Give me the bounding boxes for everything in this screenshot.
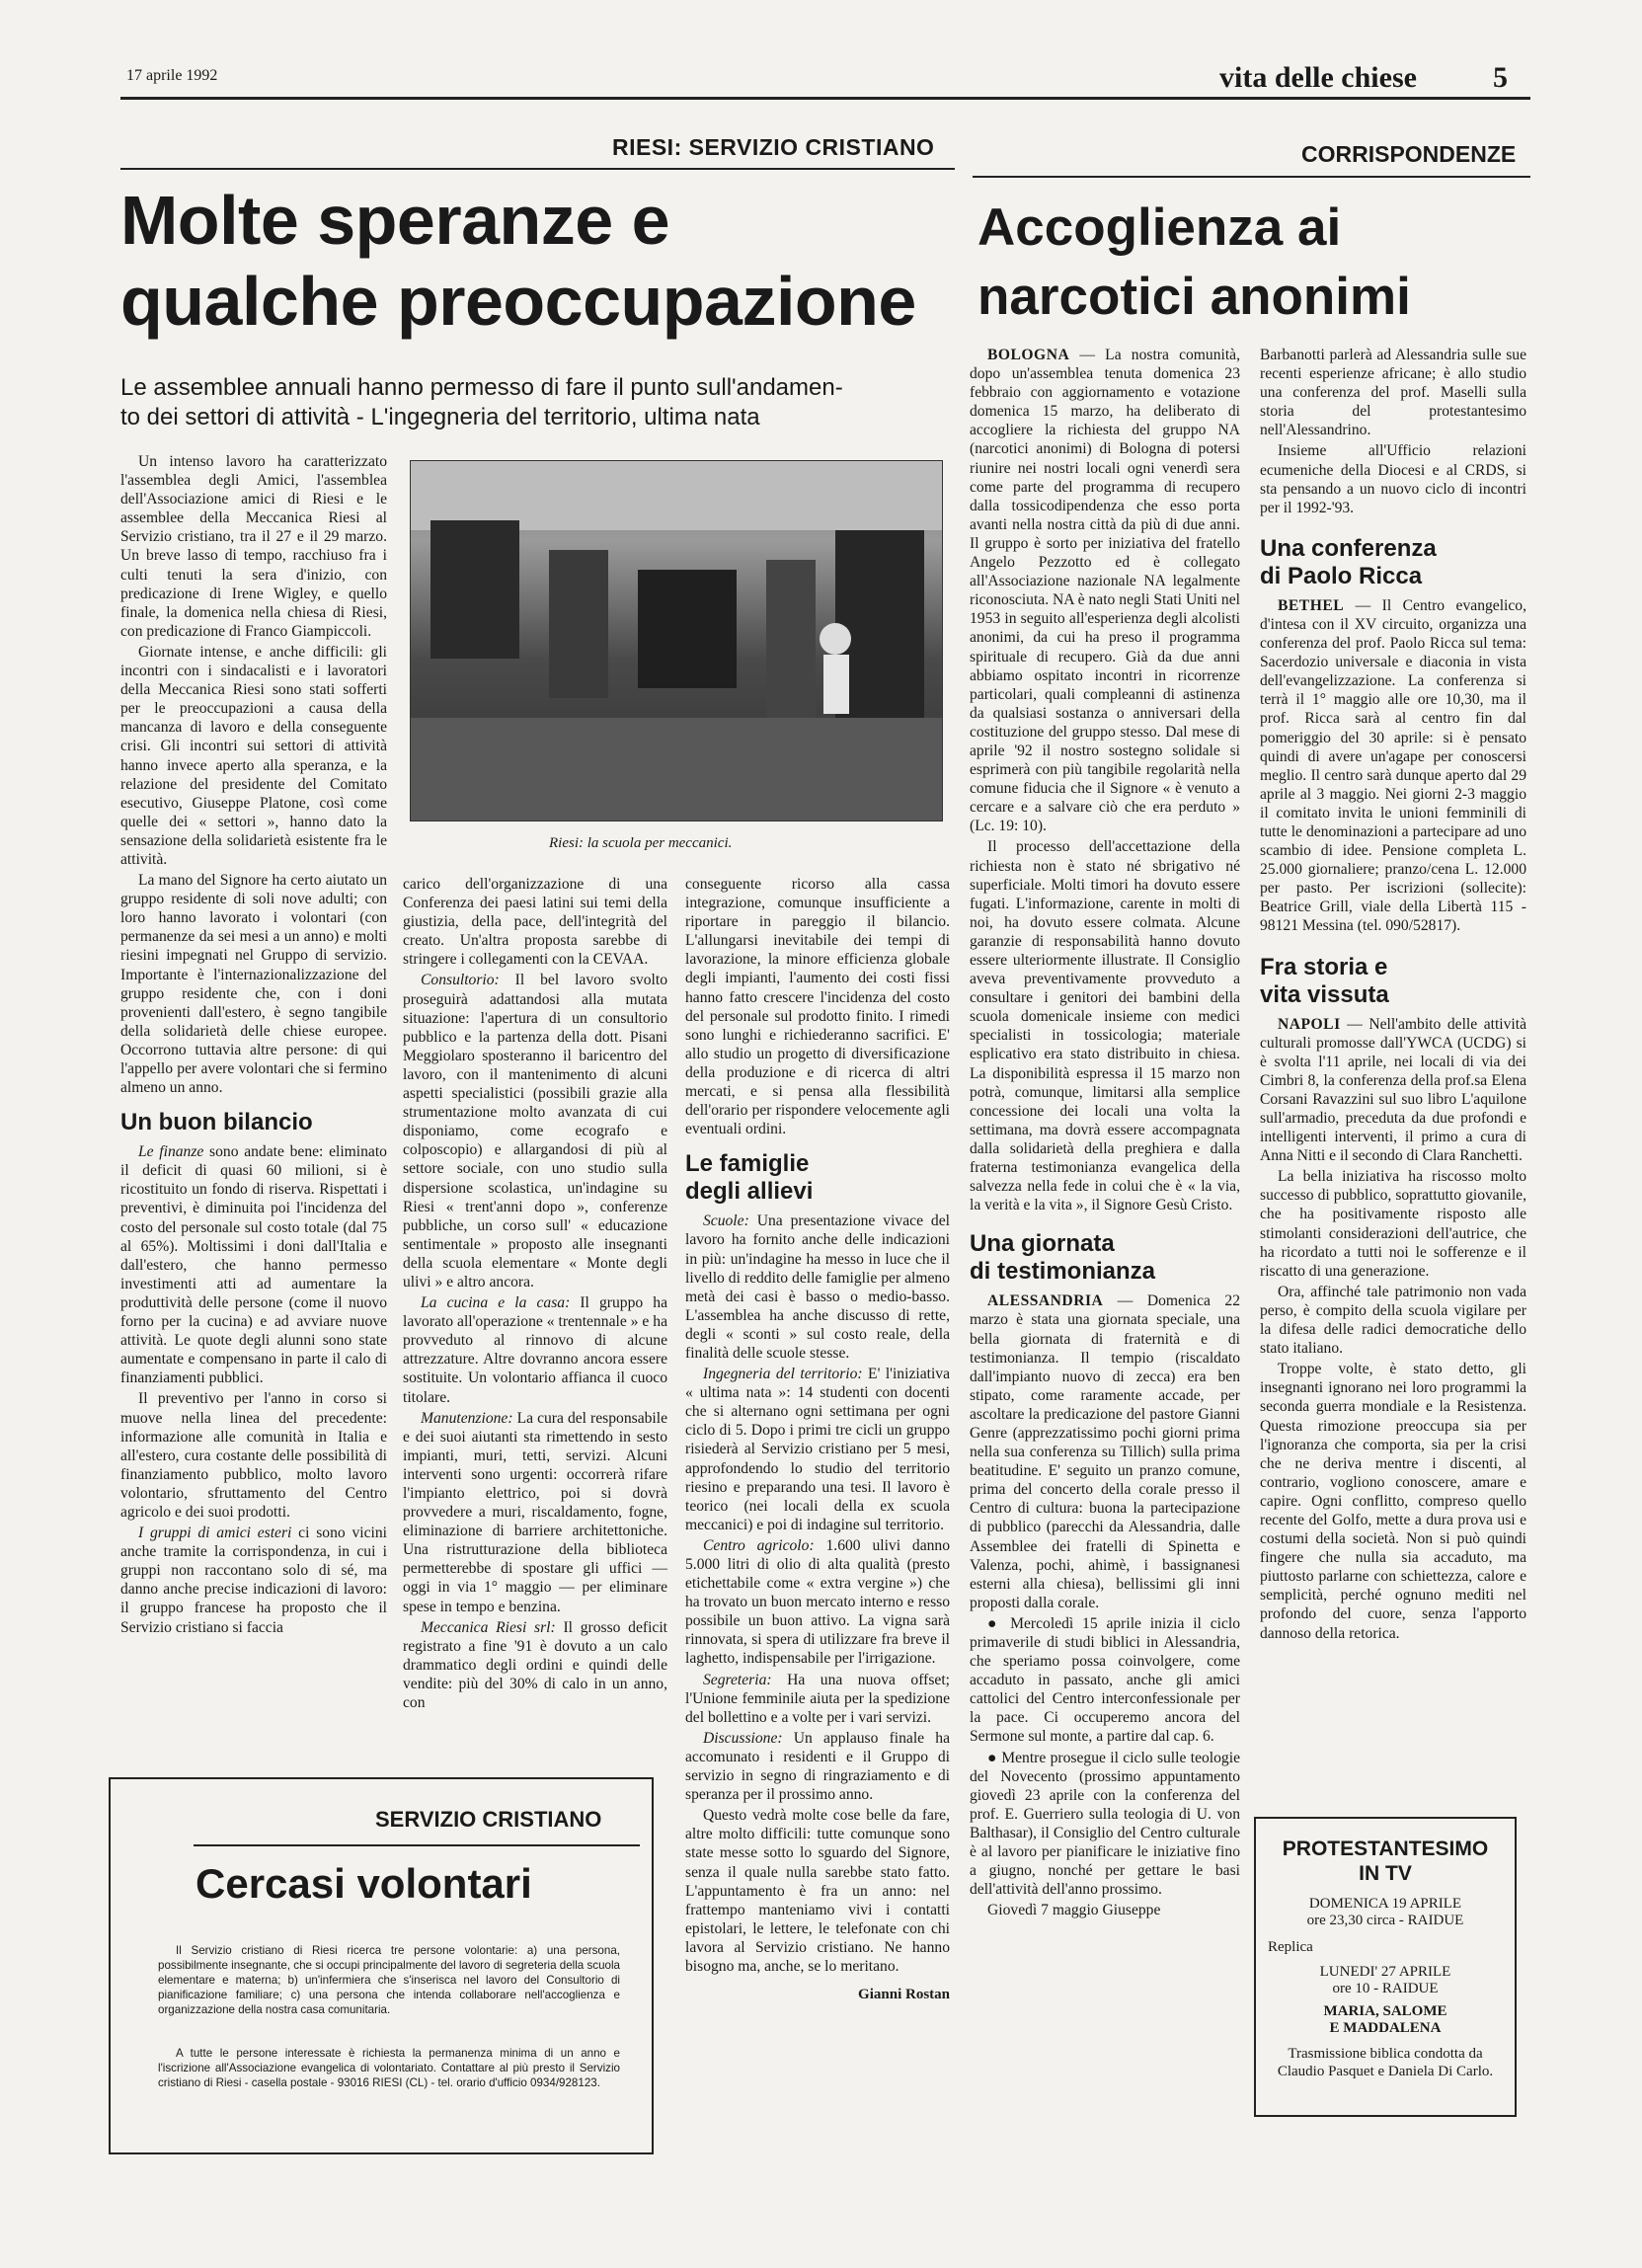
text-segreteria: Ha una nuova offset; l'Unione femminile aiuta per la spedizione del bollettino e a volte per i vari servizi. xyxy=(685,1671,950,1726)
masthead-rule xyxy=(120,97,1530,100)
lead-consultorio: Consultorio: xyxy=(421,972,500,989)
left-col3b-p4 xyxy=(685,1671,950,1727)
ad-title: Cercasi volontari xyxy=(195,1860,532,1907)
text-discussione: Un applauso finale ha accomunato i residenti e il Gruppo di servizio in segno di ringraziamento e di speranza per il prossimo anno. xyxy=(685,1729,950,1804)
right-headline-line1: Accoglienza ai xyxy=(977,198,1342,257)
right-headline-line2: narcotici anonimi xyxy=(977,268,1411,326)
right-colA-subheading xyxy=(970,1230,1240,1286)
left-col3-subheading-line2: degli allievi xyxy=(685,1178,814,1206)
tv-box-title-line2: IN TV xyxy=(1359,1862,1412,1885)
text-napoli: — Nell'ambito delle attività culturali promosse dall'YWCA (UCDG) si è svolta l'11 aprile, nei locali di via dei Cimbri 8, la conferenza della prof.sa Elena Corsani Ravazzini sul suo libro L'aquilone sull'armadio, preceduta da due profondi e intelligenti interventi, il primo a cura di Anna Nitti e il secondo di Clara Ranchetti. xyxy=(1260,1015,1526,1165)
left-col3b-p3 xyxy=(685,1536,950,1669)
tv-description: Trasmissione biblica condotta da Claudio Pasquet e Daniela Di Carlo. xyxy=(1277,2046,1494,2079)
right-colB-subheading-2-line1: Fra storia e xyxy=(1260,953,1388,980)
masthead-date: 17 aprile 1992 xyxy=(126,67,218,84)
text-bethel: — Il Centro evangelico, d'intesa con il XV circuito, organizza una conferenza del prof. Paolo Ricca sul tema: Sacerdozio universale e diaconia in vista dell'evangelizzazione. La conferenza si terrà il 1° maggio alle ore 10,30, ma il prof. Ricca sarà al centro fin dal pomeriggio del 30 aprile: si è pensato quindi di avere un'agape per conoscersi meglio. Il centro sarà dunque aperto dal 29 aprile al 3 maggio. Nei giorni 2-3 maggio il comitato invita le unioni femminili di tutte le denominazioni a partecipare ad uno scambio di idee. Pensione completa L. 25.000 giornaliere; pranzo/cena L. 12.000 per pasto. Per iscrizioni (sollecite): Beatrice Grill, viale della Libertà 115 - 98121 Messina (tel. 090/52817). xyxy=(1260,596,1526,935)
right-colB-subheading-1-line1: Una conferenza xyxy=(1260,534,1437,562)
volunteer-ad-box xyxy=(109,1777,654,2154)
left-col2-p4 xyxy=(403,1409,667,1616)
left-col1-p1: Un intenso lavoro ha caratterizzato l'assemblea degli Amici, l'assemblea dell'Associazione amici di Riesi e le assemblee della Meccanica Riesi al Servizio cristiano, tra il 27 e il 29 marzo. Un breve lasso di tempo, racchiuso fra i culti tenuti la sera d'inizio, con predicazione di Irene Wigley, e quello finale, la domenica nella chiesa di Riesi, con predicazione di Franco Giampiccoli. xyxy=(120,453,387,640)
tv-time-2: ore 10 - RAIDUE xyxy=(1332,1981,1439,1996)
left-col3-subheading xyxy=(685,1150,950,1206)
left-col3 xyxy=(685,875,950,2004)
ad-text-1: Il Servizio cristiano di Riesi ricerca tre persone volontarie: a) una persona, possibilmente insegnante, che si occupi principalmente del lavoro di segreteria della scuola elementare e materna; b) un'infermiera che s'inserisca nel lavoro del Consultorio di pianificazione familiare; c) una persona che intenda collaborare nell'accoglienza e organizzazione della nostra casa comunitaria. xyxy=(158,1944,620,2016)
left-col1b-p1 xyxy=(120,1142,387,1387)
right-colA-p2: Il processo dell'accettazione della richiesta non è stato né sbrigativo né superficiale. Molti timori ha dovuto essere fugati. L'informazione, carente in molti di noi, ha dovuto essere colmata. Alcune garanzie di responsabilità hanno dovuto essere ulteriormente illustrate. Il Consiglio aveva preventivamente provveduto a consultare i genitori dei bambini della scuola domenicale insieme con medici specialisti in tossicologia; materiale esplicativo era stato distribuito in chiesa. La disponibilità espressa il 15 marzo non potrà, comunque, limitarsi alla semplice concessione dei locali una volta la settimana, ma dovrà essere accompagnata dalla solidarietà della preghiera e dalla fraterna testimonianza evangelica della salvezza nella fede in colui che è « la via, la verità e la vita », il Signore Gesù Cristo. xyxy=(970,838,1240,1214)
tv-time-1: ore 23,30 circa - RAIDUE xyxy=(1306,1913,1464,1928)
left-col1b-p2: Il preventivo per l'anno in corso si muove nella linea del precedente: informazione alle comunità in Italia e all'estero, cura costante delle possibilità di finanziamento pubblico, molto lavoro volontario, sfruttamento del Centro agricolo e dei suoi prodotti. xyxy=(120,1390,387,1521)
left-subhead-line1: Le assemblee annuali hanno permesso di fare il punto sull'andamen- xyxy=(120,374,843,401)
text-cucina: Il gruppo ha lavorato all'operazione « trentennale » e ha provveduto al rinnovo di alcune attrezzature. Altre dovranno ancora essere sostituite. Un volontario affianca il cuoco titolare. xyxy=(403,1294,667,1406)
byline: Gianni Rostan xyxy=(858,1987,950,2003)
text-finanze: sono andate bene: eliminato il deficit di quasi 60 milioni, si è ricostituito un fondo di riserva. Rispettati i preventivi, è diminuita poi l'incidenza del costo del personale sul costo totale (dal 75 al 65%). Moltissimi i doni dall'Italia e dall'estero, che hanno permesso investimenti atti ad aumentare la produttività delle persone (come il nuovo forno per la cucina) e ad avviare nuove attività. Le quote degli alunni sono state aumentate e compensano in parte il calo di finanziamenti pubblici. xyxy=(120,1143,387,1387)
right-colB xyxy=(1260,346,1526,1645)
tv-replica: Replica xyxy=(1268,1939,1313,1955)
left-kicker: RIESI: SERVIZIO CRISTIANO xyxy=(612,134,935,160)
lead-cucina: La cucina e la casa: xyxy=(421,1294,571,1312)
lead-scuole: Scuole: xyxy=(703,1212,749,1230)
workshop-illustration xyxy=(411,461,942,821)
text-alessandria: — Domenica 22 marzo è stata una giornata speciale, una bella giornata di fraternità e di testimonianza. Il tempio (riscaldato dall'impianto nuovo di zecca) era ben stipato, come raramente accade, per ascoltare la predicazione del pastore Gianni Genre (apprezzatissimo pochi giorni prima nella sua conferenza su Tillich) sulla prima beatitudine. E' seguito un pranzo comune, prima del concerto della corale presso il Centro di cultura: buona la partecipazione di pubblico (parecchi da Alessandria, dalle Assemblee dei fratelli di Spinetta e Valenza, pochi, ahimè, i bassignanesi esterni alla chiesa), bellissimi gli inni proposti dalla corale. xyxy=(970,1292,1240,1611)
lead-meccanica: Meccanica Riesi srl: xyxy=(421,1618,556,1636)
text-manutenzione: La cura del responsabile e dei suoi aiutanti sta rimettendo in sesto impianti, muri, tetti, servizi. Alcuni interventi sono urgenti: occorrerà rifare l'impianto elettrico, poi si dovrà provvedere a muri, riscaldamento, fogne, eliminazione di barriere architettoniche. Una ristrutturazione della biblioteca permetterebbe di spostare gli uffici — oggi in via 1° maggio — per eliminare spese in tempo e benzina. xyxy=(403,1409,667,1615)
right-colA3-p3: Giovedì 7 maggio Giuseppe xyxy=(987,1902,1161,1919)
left-col1-subheading: Un buon bilancio xyxy=(120,1109,313,1136)
lead-finanze: Le finanze xyxy=(138,1143,204,1161)
left-headline-line1: Molte speranze e xyxy=(120,182,670,259)
left-subhead xyxy=(120,373,960,432)
left-col3b-p6: Questo vedrà molte cose belle da fare, altre molto difficili: tutte comunque sono state messe sotto lo sguardo del Signore, senza il quale nulla sarebbe stato fatto. L'appuntamento è fra un anno: nel frattempo manteniamo vivi i contatti epistolari, le lettere, le telefonate con chi lavora al Servizio cristiano. Ne hanno bisogno ma, anche, se lo meritano. xyxy=(685,1807,950,1975)
left-col3-p1: conseguente ricorso alla cassa integrazione, comunque insufficiente a riportare in pareggio il bilancio. L'allungarsi inevitabile dei tempi di lavorazione, la minore efficienza globale degli impianti, l'aumento dei costi fissi hanno fatto crescere l'incidenza del costo del personale sul prodotto finito. I rimedi sono lunghi e richiederanno sacrifici. E' allo studio un progetto di diversificazione della produzione e di ricerca di altri mercati, e si pensa alla flessibilità dell'orario per rispondere velocemente agli eventuali ordini. xyxy=(685,876,950,1138)
right-kicker: CORRISPONDENZE xyxy=(1301,141,1517,167)
left-col3b-p5 xyxy=(685,1729,950,1804)
place-alessandria: ALESSANDRIA xyxy=(987,1292,1104,1310)
text-consultorio: Il bel lavoro svolto proseguirà adattandosi alla mutata situazione: l'apertura di un consultorio pubblico e la partenza della dott. Pisani Meggiolaro sposteranno il baricentro del lavoro, con il mantenimento di alcuni aspetti specialistici (possibili grazie alla strumentazione molto avanzata di cui disponiamo, come ecografo e colposcopio) e allargandosi di più al settore sociale, con uno studio sulla dispersione scolastica, un'indagine su Riesi « trent'anni dopo », conferenze pubbliche, un corso sull' « educazione sentimentale » proposto alle insegnanti della scuola elementare « Monte degli ulivi » e altro ancora. xyxy=(403,972,667,1290)
tv-box-title-line1: PROTESTANTESIMO xyxy=(1282,1838,1489,1860)
lead-gruppi: I gruppi di amici esteri xyxy=(138,1525,292,1542)
tv-show-line2: E MADDALENA xyxy=(1329,2020,1442,2036)
right-colA xyxy=(970,346,1240,1921)
right-colB-p1: Barbanotti parlerà ad Alessandria sulle sue recenti esperienze africane; è allo studio una conferenza del prof. Maselli sulla storia del protestantesimo nell'Alessandrino. xyxy=(1260,347,1526,439)
right-kicker-rule xyxy=(973,176,1530,178)
lead-ingegneria: Ingegneria del territorio: xyxy=(703,1366,863,1383)
text-scuole: Una presentazione vivace del lavoro ha fornito anche delle indicazioni in più: un'indagine ha messo in luce che il livello di reddito delle famiglie per almeno metà dei casi è basso o medio-basso. L'assemblea ha anche discusso di rette, degli « sconti » sul costo reale, della finalità delle scuole stesse. xyxy=(685,1212,950,1362)
page-number: 5 xyxy=(1493,61,1508,94)
right-colB-subheading-1 xyxy=(1260,535,1526,590)
left-col1-p2: Giornate intense, e anche difficili: gli incontri con i sindacalisti e i lavoratori della Meccanica Riesi sono stati sofferti per le preoccupazioni a causa della mancanza di lavoro e della conseguente crisi. Gli incontri sui settori di attività hanno invece aperto alla speranza, e la relazione del presidente del Comitato esecutivo, Giuseppe Platone, così come quelle dei « settori », hanno dato la sensazione della solidarietà esistente fra le attività. xyxy=(120,643,387,868)
tv-show-line1: MARIA, SALOME xyxy=(1323,2003,1447,2019)
text-centro-agricolo: 1.600 ulivi danno 5.000 litri di olio di alta qualità (presto etichettabile come « extra vergine ») che ha trovato un buon mercato interno e resso possibile un buon attivo. La vigna sarà rinnovata, si spera di utilizzare fra breve il laghetto, indispensabile per l'irrigazione. xyxy=(685,1536,951,1668)
left-col2-p2 xyxy=(403,971,667,1291)
place-napoli: NAPOLI xyxy=(1278,1015,1341,1033)
left-col1b-p3 xyxy=(120,1524,387,1637)
left-col1-p3: La mano del Signore ha certo aiutato un gruppo residente di soli nove adulti; con loro hanno lavorato i volontari (con permanenze da sei mesi a un anno) e molti riesini impegnati nel Gruppo di servizio. Importante è l'internazionalizzazione del gruppo residente che, con i doni provenienti dall'estero, è segno tangibile della solidarietà delle chiese europee. Occorrono tuttavia altre persone: di qui l'appello per avere volontari che si fermino almeno un anno. xyxy=(120,872,387,1097)
left-col2-p1: carico dell'organizzazione di una Conferenza dei paesi latini sui temi della giustizia, della pace, dell'integrità del creato. Un'altra proposta sarebbe di stringere i collegamenti con la CEVAA. xyxy=(403,876,667,969)
text-ingegneria: E' l'iniziativa « ultima nata »: 14 studenti con docenti che si alternano ogni settimana per ogni ciclo di 5. Dopo i primi tre cicli un gruppo risiederà al Servizio cristiano per 5 mesi, approfondendo lo studio del territorio riesino e preparando una tesi. Il lavoro è teorico (nei locali della ex scuola meccanici) e poi di indagine sul territorio. xyxy=(685,1366,950,1533)
right-colB-subheading-2 xyxy=(1260,954,1526,1009)
right-colB3-p1 xyxy=(1260,1015,1526,1166)
text-gruppi: ci sono vicini anche tramite la corrispondenza, in cui i gruppi non raccontano solo di sé, ma danno anche precise indicazioni di lavoro: il gruppo francese ha proposto che il Servizio cristiano si faccia xyxy=(120,1525,388,1636)
place-bethel: BETHEL xyxy=(1278,596,1345,614)
right-colB-subheading-1-line2: di Paolo Ricca xyxy=(1260,562,1423,589)
lead-centro-agricolo: Centro agricolo: xyxy=(703,1536,815,1554)
ad-kicker-rule xyxy=(194,1844,640,1846)
left-col2-p3 xyxy=(403,1293,667,1407)
right-headline xyxy=(977,194,1530,332)
photo-caption: Riesi: la scuola per meccanici. xyxy=(549,835,733,851)
left-subhead-line2: to dei settori di attività - L'ingegneria del territorio, ultima nata xyxy=(120,404,760,430)
left-col3b-p1 xyxy=(685,1212,950,1363)
left-col2-p5 xyxy=(403,1618,667,1712)
tv-box-title xyxy=(1256,1837,1515,1886)
lead-manutenzione: Manutenzione: xyxy=(421,1409,513,1427)
right-colA-subheading-line1: Una giornata xyxy=(970,1230,1115,1258)
tv-box xyxy=(1254,1817,1517,2117)
left-col1-top xyxy=(120,452,387,1639)
lead-discussione: Discussione: xyxy=(703,1729,783,1747)
place-bologna: BOLOGNA xyxy=(987,347,1070,363)
right-colA2-p1 xyxy=(970,1291,1240,1612)
right-colB3-p4: Troppe volte, è stato detto, gli insegnanti ignorano nei loro programmi la seconda guerra mondiale e la Resistenza. Questa rimozione preoccupa sia per l'ignoranza che comporta, sia per la crisi che ne deriva mentre i discenti, al contrario, vogliono conoscere, amare e capire. Ogni conflitto, compreso quello recente del Golfo, mette a dura prova usi e costumi della società. Non si può quindi fingere che nulla sia accaduto, ma piuttosto parlarne con schiettezza, calore e semplicità, perché ognuno mediti nel profondo del cuore, senza l'apporto dannoso della retorica. xyxy=(1260,1361,1526,1642)
left-col3-subheading-line1: Le famiglie xyxy=(685,1150,810,1178)
left-col2 xyxy=(403,875,667,1714)
left-col3b-p2 xyxy=(685,1365,950,1534)
right-colB3-p3: Ora, affinché tale patrimonio non vada perso, è compito della scuola vigilare per la difesa delle radici democratiche dello stato italiano. xyxy=(1260,1283,1526,1358)
left-headline-line2: qualche preoccupazione xyxy=(120,263,916,340)
right-colA3-p1: ● Mercoledì 15 aprile inizia il ciclo primaverile di studi biblici in Alessandria, che speriamo possa coinvolgere, come accaduto in passato, anche gli amici cattolici del Centro interconfessionale per la pace. Ci occuperemo ancora del Sermone sul monte, a partire dal cap. 6. xyxy=(970,1614,1240,1746)
ad-kicker: SERVIZIO CRISTIANO xyxy=(375,1807,602,1832)
tv-date-2: LUNEDI' 27 APRILE xyxy=(1319,1964,1451,1980)
ad-text-2: A tutte le persone interessate è richiesta la permanenza minima di un anno e l'iscrizione all'Associazione evangelica di volontariato. Contattare al più presto il Servizio cristiano di Riesi - casella postale - 93016 RIESI (CL) - tel. orario d'ufficio 0934/928123. xyxy=(158,2047,620,2089)
text-meccanica: Il grosso deficit registrato a fine '91 è dovuto a un calo drammatico degli ordini e quindi delle vendite: più del 30% di calo in un anno, con xyxy=(403,1618,667,1712)
left-headline xyxy=(120,180,970,342)
right-colA3-p2: ● Mentre prosegue il ciclo sulle teologie del Novecento (prossimo appuntamento giovedì 23 aprile con la conferenza del prof. E. Guerriero sulla teologia di U. von Balthasar), il Consiglio del Centro culturale è al lavoro per pianificare le iniziative fino a giugno, nonché per gettare le basi dell'attività dell'anno prossimo. xyxy=(970,1749,1240,1899)
right-colA-subheading-line2: di testimonianza xyxy=(970,1258,1156,1286)
right-colB-p2: Insieme all'Ufficio relazioni ecumeniche della Diocesi e al CRDS, si sta pensando a un nuovo ciclo di incontri per il 1992-'93. xyxy=(1260,442,1526,516)
text-bologna: — La nostra comunità, dopo un'assemblea tenuta domenica 23 febbraio con aggiornamento e votazione domenica 15 marzo, ha deliberato di accogliere la richiesta del gruppo NA (narcotici anonimi) di Bologna di potersi riunire nei nostri locali ogni venerdì sera come parte del programma di recupero dalla tossicodipendenza che esso porta avanti nella nostra città da più di due anni. Il gruppo è sorto per iniziativa del fratello Angelo Pezzotto ed è collegato all'Associazione nazionale NA legalmente riconosciuta. NA è nato negli Stati Uniti nel 1953 in seguito all'esperienza degli alcolisti anonimi, da cui ha preso il programma spirituale di recupero. Già da due anni abbiamo ospitato incontri in ricorrenze particolari, quali compleanni di astinenza da qualsiasi sostanza o anniversari della costituzione del gruppo stesso. Dal mese di aprile '92 il nostro sostegno solidale si esprimerà con più tangibile regolarità nella comune fiducia che il Signore « è venuto a cercare e a salvare ciò che era perduto » (Lc. 19: 10). xyxy=(970,347,1240,835)
right-colB-subheading-2-line2: vita vissuta xyxy=(1260,980,1389,1008)
right-colB2-p1 xyxy=(1260,596,1526,936)
tv-date-1: DOMENICA 19 APRILE xyxy=(1308,1896,1462,1912)
left-kicker-rule xyxy=(120,168,955,170)
right-colA-p1 xyxy=(970,346,1240,835)
masthead-paper-name: vita delle chiese xyxy=(1219,61,1417,94)
lead-segreteria: Segreteria: xyxy=(703,1671,772,1688)
right-colB3-p2: La bella iniziativa ha riscosso molto successo di pubblico, soprattutto giovanile, che ha positivamente risposto alle stimolanti considerazioni dell'autrice, che ha ricordato a tutti noi le sofferenze e il riscatto di una generazione. xyxy=(1260,1168,1526,1280)
school-photo xyxy=(410,460,943,821)
